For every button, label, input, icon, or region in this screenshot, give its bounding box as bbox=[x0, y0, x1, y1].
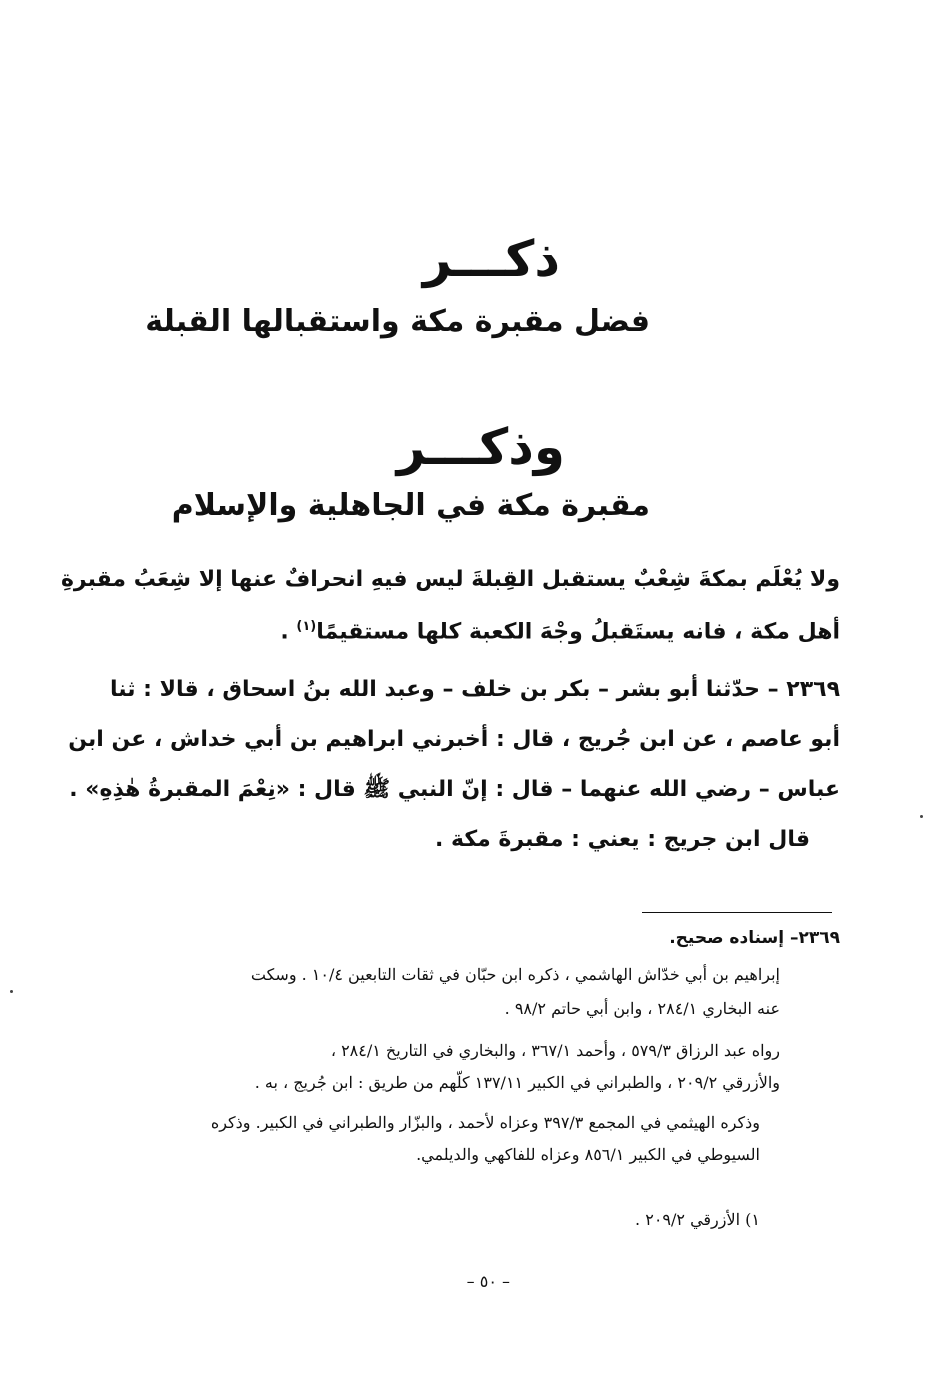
hadith-line: ٢٣٦٩ – حدّثنا أبو بشر – بكر بن خلف – وعبد الله بنُ اسحاق ، قالا : ثنا bbox=[110, 677, 840, 702]
section-title: مقبرة مكة في الجاهلية والإسلام bbox=[171, 488, 650, 523]
footnote-marker[interactable]: (١) bbox=[296, 619, 317, 634]
page-number: – ٥٠ – bbox=[466, 1272, 510, 1291]
section-title: فضل مقبرة مكة واستقبالها القبلة bbox=[145, 304, 650, 339]
footnote-line: رواه عبد الرزاق ٥٧٩/٣ ، وأحمد ٣٦٧/١ ، والبخاري في التاريخ ٢٨٤/١ ، bbox=[330, 1041, 780, 1060]
footnote-line: عنه البخاري ٢٨٤/١ ، وابن أبي حاتم ٩٨/٢ . bbox=[504, 999, 780, 1018]
footnote-separator bbox=[642, 912, 832, 913]
hadith-line: قال ابن جريج : يعني : مقبرةَ مكة . bbox=[434, 827, 810, 852]
intro-line-end: . bbox=[280, 619, 297, 645]
footnote-line: والأزرقي ٢٠٩/٢ ، والطبراني في الكبير ١٣٧/١١ كلّهم من طريق : ابن جُريج ، به . bbox=[254, 1073, 780, 1092]
hadith-line: عباس – رضي الله عنهما – قال : إنّ النبي ﷺ قال : «نِعْمَ المقبرةُ هٰذِهِ» . bbox=[69, 777, 840, 802]
footnote-heading: ٢٣٦٩– إسناده صحيح. bbox=[669, 928, 840, 948]
intro-line-text: أهل مكة ، فانه يستَقبلُ وجْهَ الكعبة كلها مستقيمًا bbox=[316, 619, 840, 645]
footnote-note: ١) الأزرقي ٢٠٩/٢ . bbox=[635, 1210, 760, 1229]
footnote-line: إبراهيم بن أبي خدّاش الهاشمي ، ذكره ابن حبّان في ثقات التابعين ١٠/٤ . وسكت bbox=[250, 965, 780, 984]
intro-line: ولا يُعْلَم بمكةَ شِعْبٌ يستقبل القِبلةَ ليس فيهِ انحرافٌ عنها إلا شِعَبُ مقبرةِ bbox=[60, 567, 840, 592]
footnote-line: وذكره الهيثمي في المجمع ٣٩٧/٣ وعزاه لأحمد ، والبزّار والطبراني في الكبير. وذكره bbox=[210, 1113, 760, 1132]
hadith-line: أبو عاصم ، عن ابن جُريج ، قال : أخبرني ابراهيم بن أبي خداش ، عن ابن bbox=[68, 727, 840, 752]
section-heading-wa-dhikr: وذكـــر bbox=[396, 418, 565, 476]
section-heading-dhikr: ذكـــر bbox=[422, 230, 560, 288]
scan-speck bbox=[10, 990, 13, 993]
scan-speck bbox=[920, 815, 923, 818]
footnote-line: السيوطي في الكبير ٨٥٦/١ وعزاه للفاكهي والديلمي. bbox=[416, 1145, 760, 1164]
intro-line bbox=[280, 602, 840, 657]
